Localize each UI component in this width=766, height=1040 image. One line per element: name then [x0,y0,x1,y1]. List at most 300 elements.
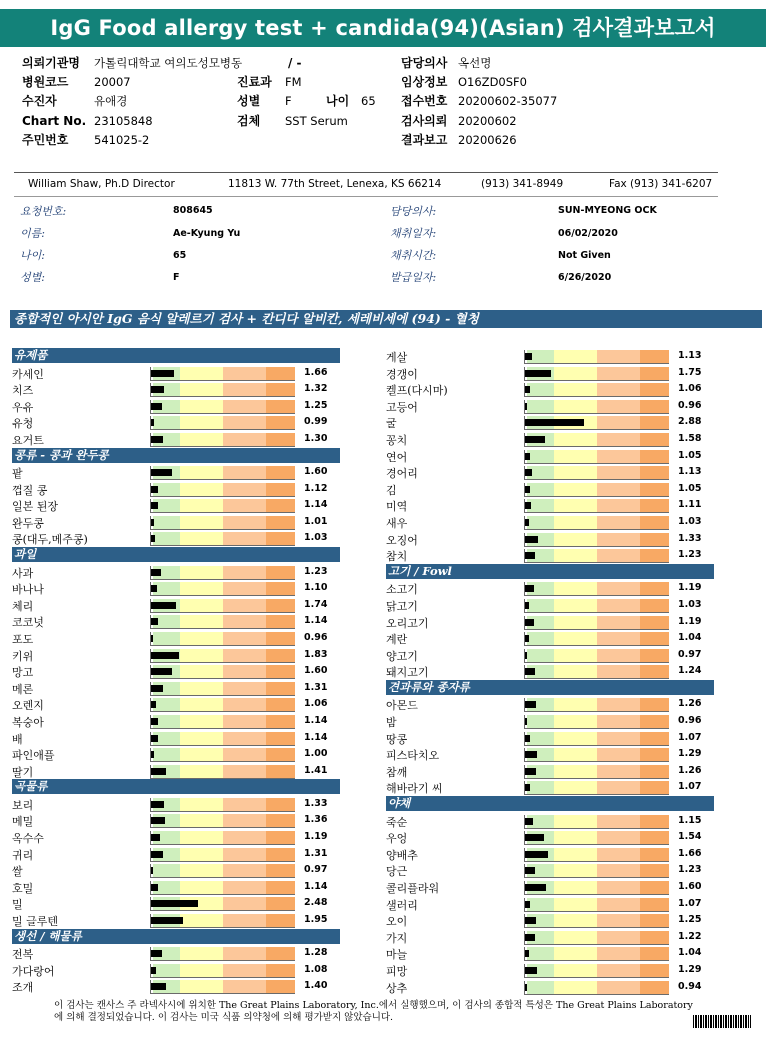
food-name: 콩(대두,메주콩) [12,533,88,547]
food-name: 죽순 [386,815,408,829]
food-row [12,464,342,480]
info-left-4-key: 주민번호 [22,133,69,147]
result-bar [524,416,669,430]
result-bar [150,881,295,895]
food-name: 오징어 [386,533,418,547]
result-bar-fill [525,901,530,908]
result-bar-fill [525,469,532,476]
result-bar [150,599,295,613]
result-bar-fill [151,718,158,725]
result-bar [150,632,295,646]
result-bar [524,815,669,829]
result-bar-fill [525,353,532,360]
result-bar [524,898,669,912]
panel-title: 종합적인 아시안 IgG 음식 알레르기 검사 + 칸디다 알비칸, 세레비세에 (94) - 혈청 [10,310,762,328]
food-row [386,730,716,746]
result-value: 1.03 [678,598,702,610]
result-bar-fill [525,967,537,974]
food-name: 게살 [386,351,408,364]
result-value: 1.66 [304,366,328,378]
result-value: 1.75 [678,366,702,378]
result-bar [150,532,295,546]
result-bar-fill [525,453,530,460]
food-name: 파인애플 [12,749,55,763]
food-name: 미역 [386,500,408,514]
food-name: 땅콩 [386,732,408,746]
result-bar-fill [525,934,535,941]
result-bar-fill [151,983,166,990]
food-name: 포도 [12,632,34,646]
result-bar [150,914,295,928]
food-name: 딸기 [12,765,34,779]
food-name: 밀 [12,898,23,912]
result-bar [150,367,295,381]
result-value: 1.04 [678,947,702,959]
food-name: 밀 글루텐 [12,915,59,928]
result-bar [150,798,295,812]
food-row [386,846,716,862]
result-value: 1.74 [304,598,328,610]
result-value: 1.07 [678,781,702,793]
divider [14,196,718,197]
result-value: 1.83 [304,648,328,660]
result-bar [150,964,295,978]
age-label: 나이: [20,249,45,262]
result-bar-fill [525,619,534,626]
result-value: 1.19 [304,831,328,842]
result-bar-fill [151,469,172,476]
result-bar [524,367,669,381]
food-row [12,763,342,779]
result-value: 0.97 [304,864,328,876]
food-row [12,680,342,696]
result-value: 1.29 [678,748,702,760]
info-right-1-value: O16ZD0SF0 [458,75,527,89]
food-name: 팥 [12,467,23,480]
result-bar [524,632,669,646]
result-bar-fill [525,519,529,526]
food-name: 복숭아 [12,715,44,729]
result-value: 1.25 [678,914,702,926]
result-value: 1.14 [304,731,328,743]
food-row [386,829,716,845]
result-bar-fill [525,950,529,957]
food-row [12,862,342,878]
food-row [386,647,716,663]
result-value: 1.40 [304,980,328,992]
info-mid-1-value: FM [285,75,302,89]
result-bar [150,416,295,430]
food-row [12,398,342,414]
info-right-3 [401,114,517,129]
sex-label: 성별: [20,271,45,284]
food-name: 망고 [12,666,34,680]
result-value: 1.29 [678,963,702,975]
result-value: 1.13 [678,466,702,478]
lab-director: William Shaw, Ph.D Director [28,178,175,190]
req-value: 808645 [173,205,213,216]
food-row [386,696,716,712]
result-bar [524,400,669,414]
food-row [12,580,342,596]
result-bar-fill [525,536,538,543]
result-value: 1.33 [304,797,328,809]
result-bar [150,848,295,862]
result-bar-fill [525,486,530,493]
info-right-0 [401,56,491,71]
doctor-label: 담당의사: [390,205,437,218]
food-name: 배 [12,732,23,746]
info-right-2-value: 20200602-35077 [458,94,558,108]
food-name: 오렌지 [12,699,44,713]
req-label: 요청번호: [20,205,67,218]
result-bar [524,582,669,596]
food-name: 돼지고기 [386,666,429,680]
food-row [386,862,716,878]
result-bar [524,732,669,746]
food-row [386,547,716,563]
result-bar [150,466,295,480]
result-bar [524,383,669,397]
result-bar-fill [151,817,165,824]
info-left-4 [22,133,149,148]
food-name: 양고기 [386,649,418,663]
food-row [386,514,716,530]
result-bar-fill [151,486,158,493]
collect-label: 채취일자: [390,227,437,240]
food-name: 가다랑어 [12,964,55,978]
food-row [12,431,342,447]
food-name: 바나나 [12,583,44,597]
food-row [386,431,716,447]
food-row [386,945,716,961]
food-row [12,730,342,746]
result-value: 0.96 [678,399,702,411]
food-row [12,812,342,828]
food-name: 마늘 [386,948,408,962]
result-value: 1.14 [304,499,328,511]
info-left-3 [22,114,153,129]
food-name: 호밀 [12,881,34,895]
food-name: 소고기 [386,583,418,597]
result-value: 0.96 [678,715,702,726]
food-name: 유청 [12,417,34,431]
result-bar [524,981,669,995]
result-value: 1.23 [678,549,702,561]
result-bar [150,499,295,513]
result-value: 1.14 [304,880,328,892]
food-name: 옥수수 [12,832,44,845]
category-header: 고기 / Fowl [386,564,714,579]
food-row [12,713,342,729]
food-name: 당근 [386,865,408,879]
result-bar-fill [151,519,154,526]
info-right-4-value: 20200626 [458,133,517,147]
result-bar-fill [151,370,174,377]
info-right-2 [401,94,557,109]
food-row [12,597,342,613]
result-bar [524,698,669,712]
result-bar [150,383,295,397]
result-value: 1.58 [678,433,702,444]
result-value: 1.30 [304,432,328,444]
food-row [12,514,342,530]
food-name: 밤 [386,716,397,729]
food-name: 쌀 [12,865,23,879]
result-bar [524,499,669,513]
food-row [12,630,342,646]
food-row [386,630,716,646]
result-value: 0.97 [678,648,702,660]
food-name: 메론 [12,682,34,696]
result-value: 1.23 [678,864,702,876]
info-left-1-key: 병원코드 [22,75,69,89]
result-bar-fill [525,784,530,791]
result-bar [524,781,669,795]
food-name: 체리 [12,599,34,613]
result-bar-fill [525,419,584,426]
food-name: 우유 [12,400,34,414]
food-row [386,481,716,497]
result-bar [524,516,669,530]
result-value: 1.07 [678,731,702,743]
food-name: 참깨 [386,765,408,779]
food-row [12,945,342,961]
result-value: 1.00 [304,748,328,760]
result-value: 1.04 [678,632,702,644]
food-row [12,746,342,762]
result-bar-fill [151,419,154,426]
result-bar [150,682,295,696]
food-name: 김 [386,483,397,497]
time-label: 채취시간: [390,249,437,262]
info-left-0-value: 가톨릭대학교 여의도성모병동 [94,56,243,70]
food-name: 해바라기 씨 [386,782,443,796]
result-value: 1.66 [678,847,702,859]
result-value: 1.12 [304,482,328,494]
food-row [386,531,716,547]
result-bar [524,914,669,928]
result-bar [524,466,669,480]
info-age-value: 65 [361,94,376,108]
result-bar [524,931,669,945]
info-left-1 [22,75,131,90]
result-value: 1.14 [304,615,328,627]
result-bar-fill [151,735,158,742]
result-value: 1.54 [678,831,702,843]
lab-fax: Fax (913) 341-6207 [609,178,713,190]
food-row [386,580,716,596]
food-name: 치즈 [12,384,34,398]
food-row [386,979,716,995]
food-row [386,879,716,895]
footer-note: 이 검사는 캔사스 주 라넥사시에 위치한 The Great Plains Laboratory, Inc.에서 실행했으며, 이 검사의 종합적 특성은 The Great Plains Laboratory에 의해 결정되었습니다. 이 검사는 미국 식품 의약청에 의해 평가받지 않았습니다. [54,1000,693,1023]
result-value: 2.48 [304,897,328,909]
result-value: 0.99 [304,416,328,428]
info-mid-2-value: F [285,94,292,108]
result-bar [150,748,295,762]
food-row [12,663,342,679]
result-bar-fill [525,718,527,725]
result-bar-fill [525,502,531,509]
food-row [12,978,342,994]
info-mid-3 [237,114,348,129]
result-value: 1.31 [304,681,328,693]
result-bar-fill [525,668,535,675]
doctor-value: SUN-MYEONG OCK [558,205,657,216]
category-header: 과일 [12,547,340,562]
result-bar-fill [525,701,536,708]
result-value: 1.03 [304,532,328,544]
food-name: 요거트 [12,433,44,447]
category-header: 견과류와 종자류 [386,680,714,695]
food-name: 굴 [386,417,397,431]
result-bar-fill [151,386,164,393]
issue-label: 발급일자: [390,271,437,284]
food-name: 경갱이 [386,367,418,381]
food-row [12,613,342,629]
result-bar-fill [151,917,183,924]
food-row [12,895,342,911]
food-row [12,829,342,845]
result-bar-fill [525,635,529,642]
result-value: 1.60 [304,665,328,677]
result-bar-fill [151,950,162,957]
result-value: 1.25 [304,399,328,411]
result-bar-fill [151,652,179,659]
result-bar-fill [151,502,158,509]
info-mid-0 [288,56,328,71]
result-bar-fill [525,370,551,377]
food-row [386,813,716,829]
collect-value: 06/02/2020 [558,228,618,239]
info-left-3-value: 23105848 [94,114,153,128]
food-name: 오이 [386,915,408,929]
food-row [386,779,716,795]
result-value: 1.23 [304,565,328,577]
food-row [386,597,716,613]
info-right-4-key: 결과보고 [401,133,448,147]
result-value: 1.06 [304,698,328,710]
result-bar-fill [151,967,156,974]
food-name: 양배추 [386,848,418,862]
result-value: 1.19 [678,615,702,627]
food-row [386,713,716,729]
info-mid-2 [237,94,292,109]
result-bar [524,350,669,364]
result-value: 1.03 [678,516,702,527]
result-value: 1.33 [678,532,702,544]
result-bar [150,765,295,779]
result-bar-fill [151,585,157,592]
food-name: 피스타치오 [386,749,440,763]
food-name: 연어 [386,450,408,464]
sex-value: F [173,272,180,283]
result-bar [524,533,669,547]
result-bar [150,582,295,596]
food-name: 사과 [12,566,34,580]
result-bar-fill [151,884,158,891]
result-value: 1.07 [678,897,702,909]
result-value: 1.60 [304,466,328,477]
age-value: 65 [173,250,187,261]
food-row [386,497,716,513]
info-right-1 [401,75,527,90]
food-row [12,530,342,546]
food-name: 참치 [386,550,408,564]
food-row [12,962,342,978]
result-bar [524,450,669,464]
food-row [386,464,716,480]
category-header: 야채 [386,796,714,811]
result-bar [150,433,295,447]
info-right-4 [401,133,517,148]
food-name: 코코넛 [12,616,44,630]
result-bar [524,616,669,630]
result-bar [150,665,295,679]
result-bar-fill [525,735,530,742]
result-bar-fill [151,751,154,758]
food-name: 꽁치 [386,434,408,447]
result-bar-fill [525,834,544,841]
result-bar-fill [151,635,153,642]
result-bar-fill [525,884,546,891]
result-bar-fill [525,867,535,874]
result-value: 0.94 [678,980,702,992]
food-row [386,763,716,779]
result-bar [150,715,295,729]
result-bar-fill [151,602,176,609]
lab-phone: (913) 341-8949 [481,178,564,190]
result-value: 1.28 [304,947,328,959]
food-row [12,365,342,381]
result-bar-fill [525,652,527,659]
result-value: 1.24 [678,665,702,677]
result-bar [524,831,669,845]
result-bar [150,864,295,878]
result-bar [150,980,295,994]
food-name: 새우 [386,517,408,530]
info-left-2-key: 수진자 [22,94,57,108]
result-value: 1.14 [304,714,328,726]
food-row [386,912,716,928]
result-bar [150,831,295,845]
food-name: 샐러리 [386,898,418,912]
info-right-3-key: 검사의뢰 [401,114,448,128]
food-row [12,647,342,663]
result-value: 1.60 [678,880,702,892]
result-bar-fill [525,768,536,775]
food-name: 오리고기 [386,616,429,630]
result-bar [150,732,295,746]
food-name: 계란 [386,633,408,647]
info-left-2 [22,94,127,109]
info-mid-1 [237,75,302,90]
info-left-2-value: 유애경 [94,94,128,108]
food-row [12,696,342,712]
result-bar-fill [525,403,527,410]
food-row [386,381,716,397]
result-bar-fill [151,668,172,675]
food-name: 껍질 콩 [12,483,48,497]
info-left-4-value: 541025-2 [94,133,150,147]
result-value: 0.96 [304,631,328,643]
result-bar [524,599,669,613]
info-right-0-key: 담당의사 [401,56,448,70]
result-value: 1.15 [678,814,702,826]
info-right-1-key: 임상정보 [401,75,448,89]
food-name: 일본 된장 [12,500,59,514]
